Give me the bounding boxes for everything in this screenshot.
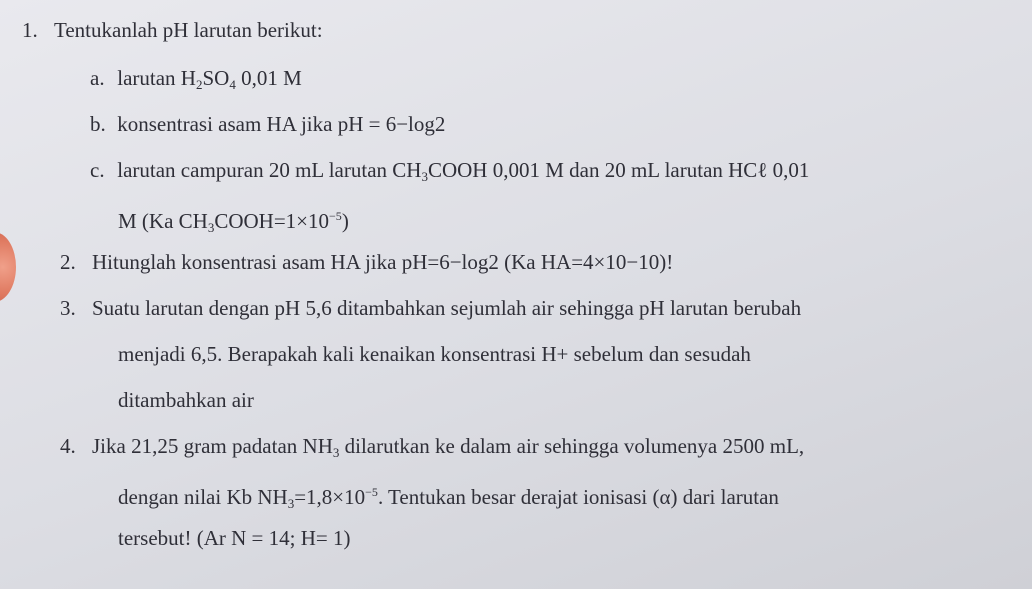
question-text: =1,8×10 bbox=[294, 485, 366, 509]
item-text: ) bbox=[341, 209, 349, 233]
question-4-line2 bbox=[118, 480, 779, 516]
question-1-title bbox=[22, 18, 323, 42]
question-text: dilarutkan ke dalam air sehingga volumenya 2500 mL, bbox=[339, 434, 805, 458]
item-text: COOH 0,001 M dan 20 mL larutan HCℓ 0,01 bbox=[427, 158, 810, 182]
question-text: ditambahkan air bbox=[118, 388, 254, 412]
question-text: Suatu larutan dengan pH 5,6 ditambahkan sejumlah air sehingga pH larutan berubah bbox=[92, 296, 802, 320]
question-2 bbox=[60, 250, 673, 274]
item-letter: b. bbox=[90, 112, 106, 136]
item-text: SO bbox=[202, 66, 230, 90]
question-number: 2. bbox=[60, 250, 76, 274]
item-text: konsentrasi asam HA jika pH = 6−log2 bbox=[117, 112, 446, 136]
subscript: 2 bbox=[195, 77, 203, 92]
superscript: −5 bbox=[365, 485, 378, 499]
question-3-line3 bbox=[118, 388, 254, 412]
subscript: 3 bbox=[421, 169, 428, 184]
question-text: Tentukanlah pH larutan berikut: bbox=[54, 18, 323, 42]
subscript: 3 bbox=[287, 496, 295, 511]
question-4-line1 bbox=[60, 434, 804, 465]
question-number: 3. bbox=[60, 296, 76, 320]
question-text: Hitunglah konsentrasi asam HA jika pH=6−log2 (Ka HA=4×10−10)! bbox=[92, 250, 674, 274]
finger-photo-artifact bbox=[0, 232, 16, 302]
question-1c-line1 bbox=[90, 158, 809, 189]
question-text: tersebut! (Ar N = 14; H= 1) bbox=[118, 526, 351, 550]
subscript: 3 bbox=[207, 220, 215, 235]
item-letter: c. bbox=[90, 158, 105, 182]
question-text: dengan nilai Kb NH bbox=[118, 485, 288, 509]
superscript: −5 bbox=[329, 209, 342, 223]
item-letter: a. bbox=[90, 66, 105, 90]
question-1c-line2 bbox=[118, 204, 349, 240]
question-text: Jika 21,25 gram padatan NH bbox=[92, 434, 333, 458]
question-number: 4. bbox=[60, 434, 76, 458]
item-text: larutan campuran 20 mL larutan CH bbox=[117, 158, 422, 182]
item-text: M (Ka CH bbox=[118, 209, 208, 233]
question-3-line1 bbox=[60, 296, 801, 320]
subscript: 4 bbox=[229, 77, 236, 92]
question-text: . Tentukan besar derajat ionisasi (α) dari larutan bbox=[377, 485, 779, 509]
question-text: menjadi 6,5. Berapakah kali kenaikan konsentrasi H+ sebelum dan sesudah bbox=[118, 342, 751, 366]
question-3-line2 bbox=[118, 342, 751, 366]
item-text: COOH=1×10 bbox=[214, 209, 330, 233]
question-number: 1. bbox=[22, 18, 38, 42]
question-1b bbox=[90, 112, 445, 136]
question-1a bbox=[90, 66, 302, 97]
item-text: 0,01 M bbox=[235, 66, 302, 90]
subscript: 3 bbox=[332, 445, 340, 460]
question-4-line3 bbox=[118, 526, 350, 550]
item-text: larutan H bbox=[117, 66, 196, 90]
